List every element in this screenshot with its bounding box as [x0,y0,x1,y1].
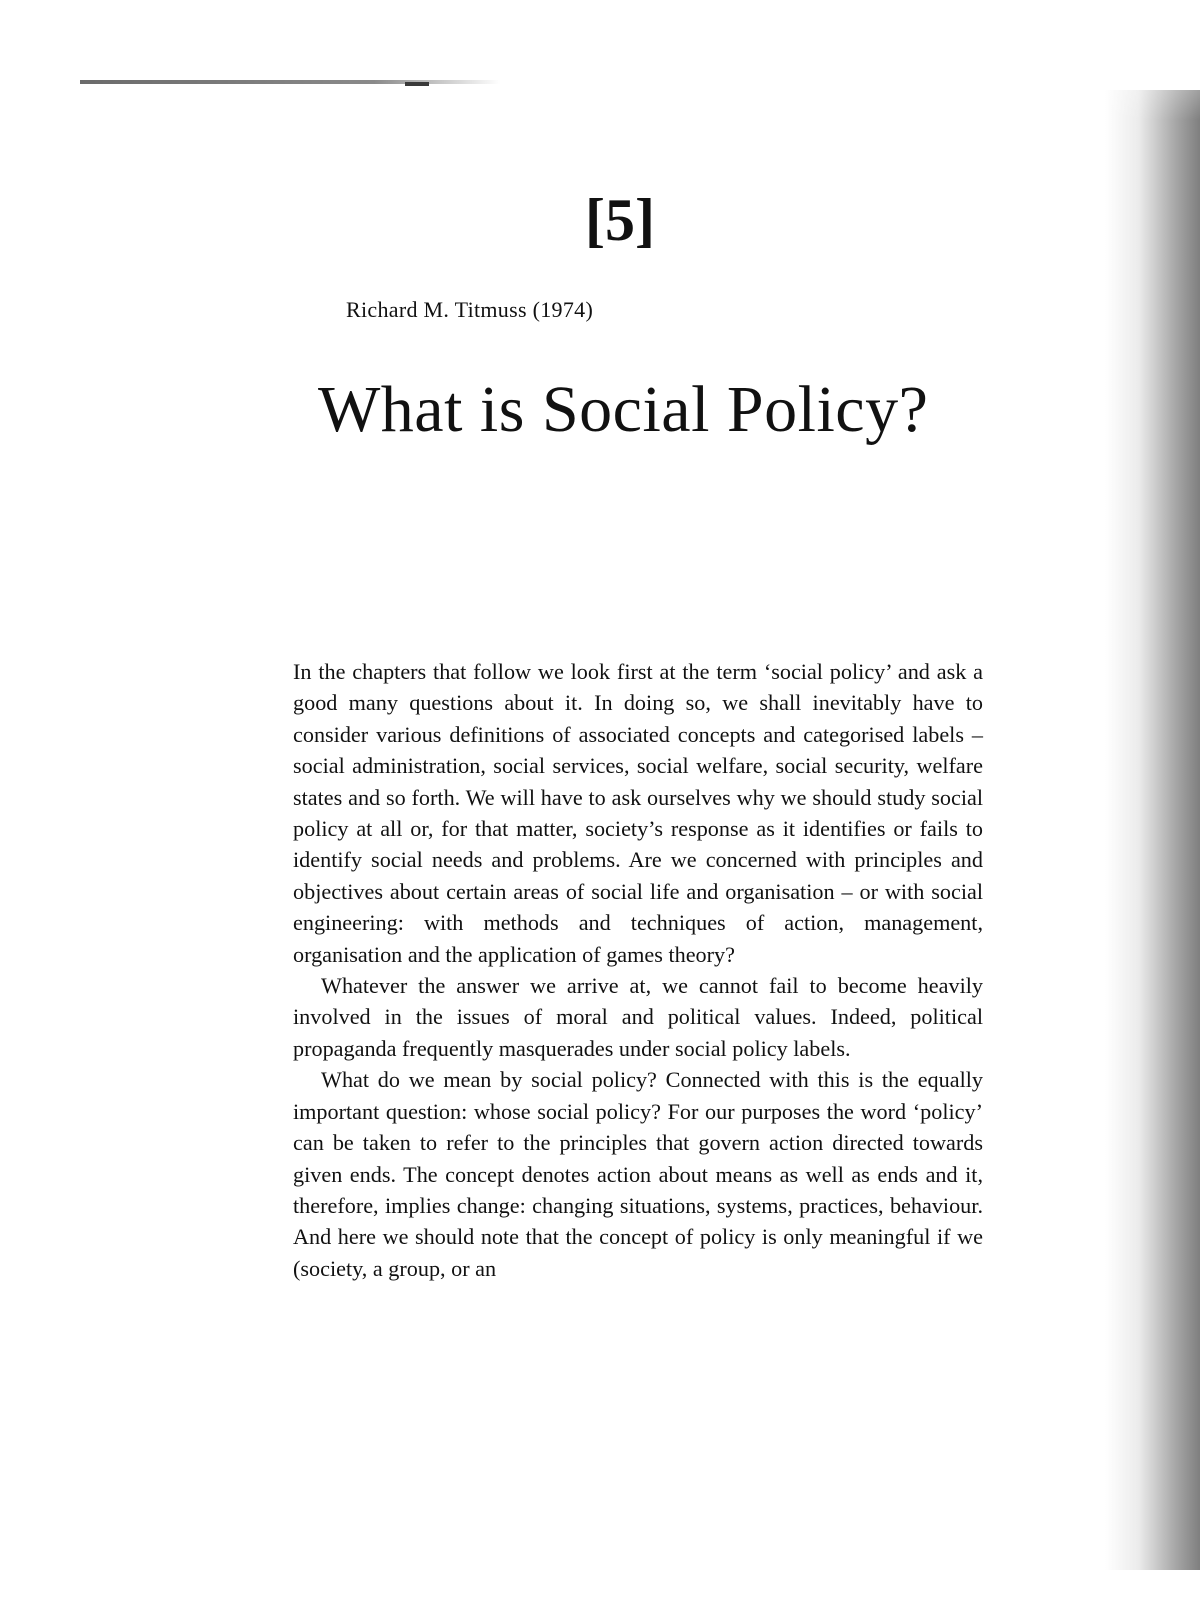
top-rule-mark [405,82,429,86]
body-text [293,656,983,1284]
book-spine-shadow [1105,90,1200,1570]
chapter-author: Richard M. Titmuss (1974) [346,297,594,322]
book-spine-fade [1105,0,1200,120]
body-paragraph-3: What do we mean by social policy? Connected with this is the equally important question: whose social policy? For our purposes the word ‘policy’ can be taken to refer to the principles that govern action directed towards given ends. The concept denotes action about means as well as ends and it, therefore, implies change: changing situations, systems, practices, behaviour. And here we should note that the concept of policy is only meaningful if we (society, a group, or an [293,1067,983,1281]
chapter-title: What is Social Policy? [318,373,929,446]
top-rule [80,80,500,84]
body-paragraph-2: Whatever the answer we arrive at, we cannot fail to become heavily involved in the issues of moral and political values. Indeed, political propaganda frequently masquerades under social policy labels. [293,973,983,1061]
chapter-number: [5] [585,187,655,253]
body-paragraph-1: In the chapters that follow we look first at the term ‘social policy’ and ask a good many questions about it. In doing so, we shall inevitably have to consider various definitions of associated concepts and categorised labels – social administration, social services, social welfare, social security, welfare states and so forth. We will have to ask ourselves why we should study social policy at all or, for that matter, society’s response as it identifies or fails to identify social needs and problems. Are we concerned with principles and objectives about certain areas of social life and organisation – or with social engineering: with methods and techniques of action, management, organisation and the application of games theory? [293,659,983,967]
